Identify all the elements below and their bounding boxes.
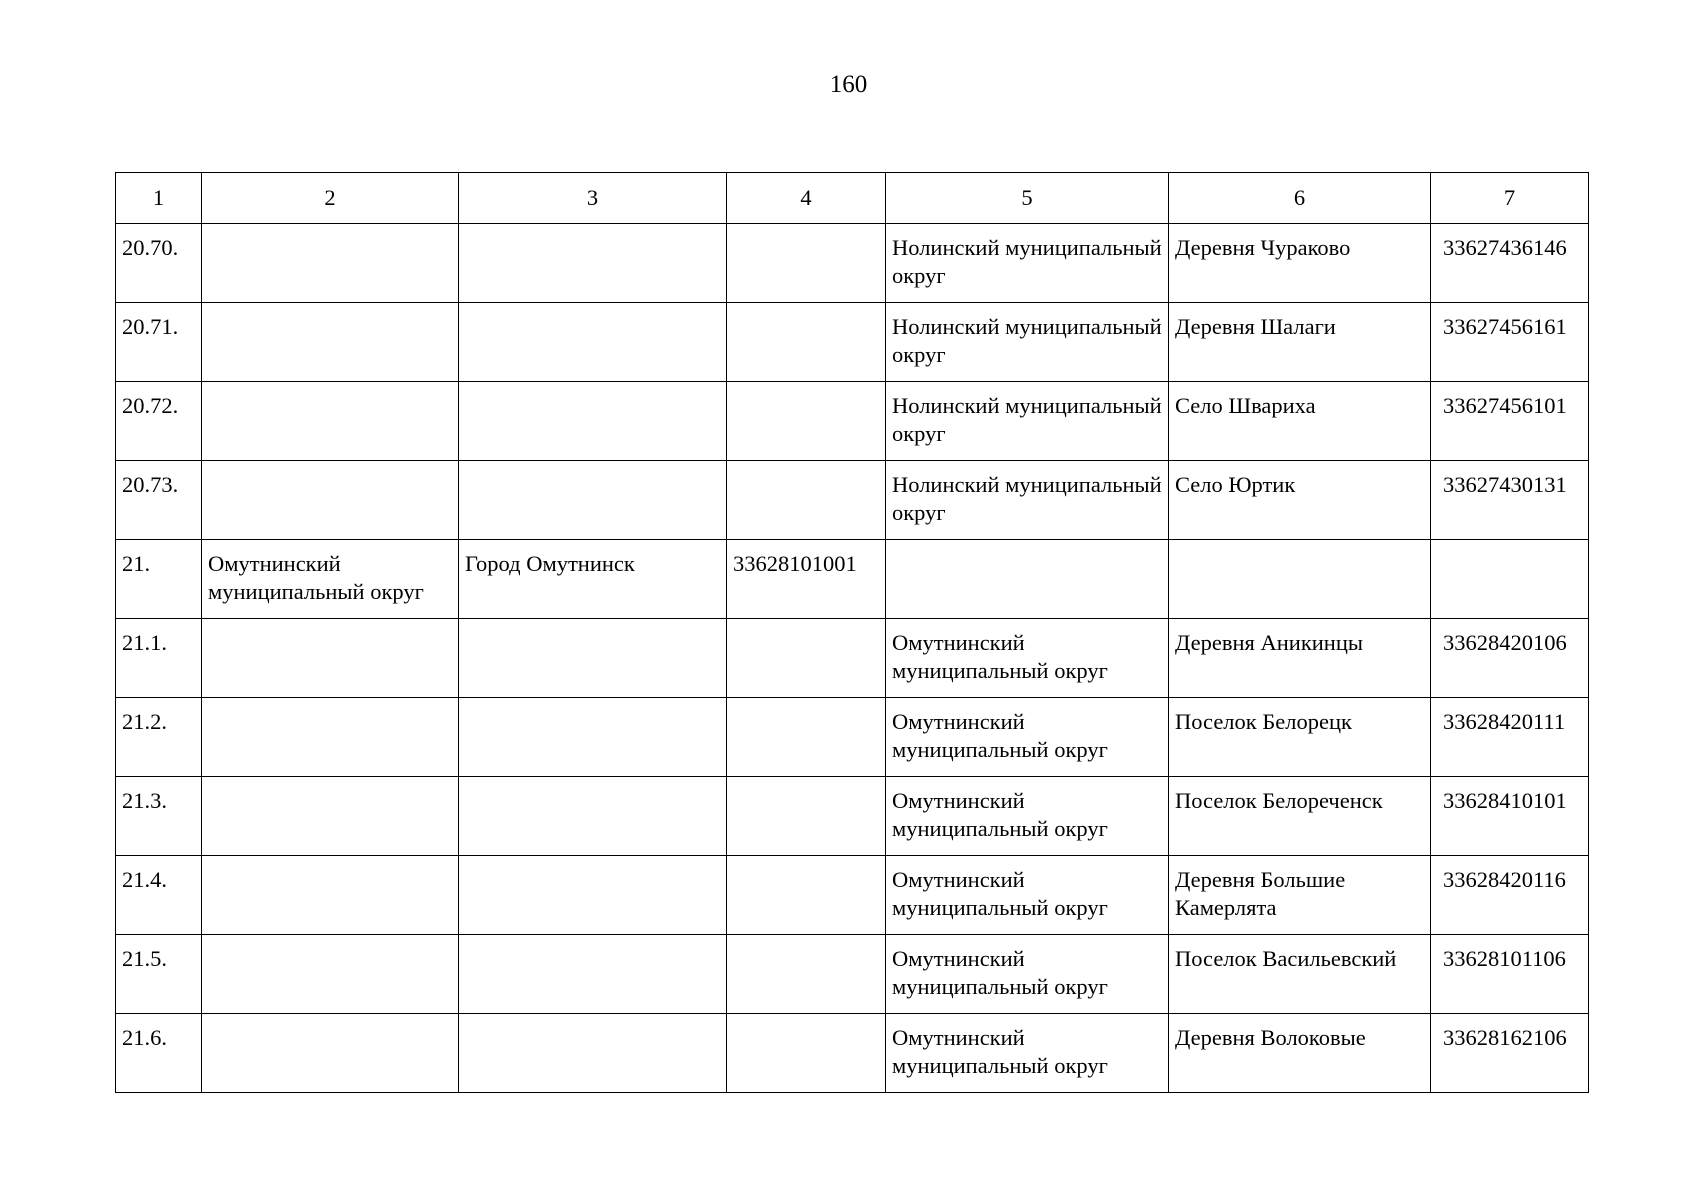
column-header-3: 3 [459, 173, 727, 224]
municipal-district-cell: Омутнинский муниципальный округ [202, 540, 459, 619]
municipal-district-cell [202, 1014, 459, 1093]
oktmo-code-cell [727, 698, 886, 777]
settlement-name-cell: Поселок Васильевский [1169, 935, 1431, 1014]
settlement-name-cell [459, 303, 727, 382]
municipal-district-cell: Нолинский муниципальный округ [886, 382, 1169, 461]
row-number-cell: 21. [116, 540, 202, 619]
row-number-cell: 20.70. [116, 224, 202, 303]
municipal-district-cell: Нолинский муниципальный округ [886, 461, 1169, 540]
oktmo-code-cell [727, 461, 886, 540]
settlement-name-cell: Деревня Аникинцы [1169, 619, 1431, 698]
municipal-district-cell [202, 856, 459, 935]
oktmo-code-cell [727, 935, 886, 1014]
oktmo-code-cell [727, 856, 886, 935]
table-row [116, 303, 1589, 382]
municipal-district-cell: Омутнинский муниципальный округ [886, 935, 1169, 1014]
row-number-cell: 21.6. [116, 1014, 202, 1093]
oktmo-code-cell [727, 777, 886, 856]
column-header-6: 6 [1169, 173, 1431, 224]
municipal-district-cell: Нолинский муниципальный округ [886, 303, 1169, 382]
settlement-name-cell [459, 224, 727, 303]
oktmo-code-cell [727, 1014, 886, 1093]
oktmo-code-cell: 33627436146 [1431, 224, 1589, 303]
table-row [116, 461, 1589, 540]
row-number-cell: 20.72. [116, 382, 202, 461]
municipal-district-cell [202, 303, 459, 382]
municipal-district-cell: Омутнинский муниципальный округ [886, 856, 1169, 935]
column-header-1: 1 [116, 173, 202, 224]
row-number-cell: 21.3. [116, 777, 202, 856]
settlement-name-cell [459, 382, 727, 461]
table-header-row [116, 173, 1589, 224]
table-row [116, 856, 1589, 935]
table-row [116, 1014, 1589, 1093]
municipal-district-cell [202, 935, 459, 1014]
oktmo-code-cell [727, 619, 886, 698]
municipal-district-cell [202, 619, 459, 698]
table-row [116, 698, 1589, 777]
settlement-name-cell [459, 856, 727, 935]
table-row [116, 619, 1589, 698]
municipal-district-cell: Омутнинский муниципальный округ [886, 777, 1169, 856]
oktmo-code-cell: 33627456161 [1431, 303, 1589, 382]
page-number: 160 [829, 71, 868, 98]
settlement-name-cell [459, 935, 727, 1014]
row-number-cell: 20.73. [116, 461, 202, 540]
oktmo-code-cell: 33628420111 [1431, 698, 1589, 777]
settlement-name-cell: Город Омутнинск [459, 540, 727, 619]
table-body [116, 224, 1589, 1093]
settlement-name-cell [459, 461, 727, 540]
settlement-name-cell: Деревня Волоковые [1169, 1014, 1431, 1093]
municipal-district-cell: Нолинский муниципальный округ [886, 224, 1169, 303]
settlement-name-cell [1169, 540, 1431, 619]
municipal-district-cell: Омутнинский муниципальный округ [886, 698, 1169, 777]
table-row [116, 224, 1589, 303]
table-row [116, 382, 1589, 461]
municipal-district-cell [886, 540, 1169, 619]
municipal-district-cell [202, 224, 459, 303]
row-number-cell: 21.1. [116, 619, 202, 698]
municipal-district-cell [202, 382, 459, 461]
settlement-name-cell: Поселок Белорецк [1169, 698, 1431, 777]
column-header-5: 5 [886, 173, 1169, 224]
municipal-district-cell [202, 461, 459, 540]
settlement-name-cell: Деревня Чураково [1169, 224, 1431, 303]
municipal-district-cell [202, 698, 459, 777]
settlement-name-cell: Село Швариха [1169, 382, 1431, 461]
settlements-table [115, 172, 1589, 1093]
row-number-cell: 21.2. [116, 698, 202, 777]
oktmo-code-cell [727, 224, 886, 303]
column-header-7: 7 [1431, 173, 1589, 224]
oktmo-code-cell: 33628420116 [1431, 856, 1589, 935]
oktmo-code-cell: 33627430131 [1431, 461, 1589, 540]
settlement-name-cell: Село Юртик [1169, 461, 1431, 540]
settlement-name-cell: Деревня Шалаги [1169, 303, 1431, 382]
table-row [116, 540, 1589, 619]
row-number-cell: 21.4. [116, 856, 202, 935]
municipal-district-cell: Омутнинский муниципальный округ [886, 619, 1169, 698]
settlement-name-cell [459, 777, 727, 856]
municipal-district-cell: Омутнинский муниципальный округ [886, 1014, 1169, 1093]
settlement-name-cell [459, 698, 727, 777]
oktmo-code-cell: 33628162106 [1431, 1014, 1589, 1093]
settlement-name-cell: Поселок Белореченск [1169, 777, 1431, 856]
row-number-cell: 21.5. [116, 935, 202, 1014]
oktmo-code-cell [727, 382, 886, 461]
column-header-2: 2 [202, 173, 459, 224]
table-row [116, 935, 1589, 1014]
settlement-name-cell: Деревня Большие Камерлята [1169, 856, 1431, 935]
oktmo-code-cell: 33628410101 [1431, 777, 1589, 856]
oktmo-code-cell: 33628101106 [1431, 935, 1589, 1014]
oktmo-code-cell [1431, 540, 1589, 619]
oktmo-code-cell: 33628101001 [727, 540, 886, 619]
settlement-name-cell [459, 619, 727, 698]
oktmo-code-cell [727, 303, 886, 382]
row-number-cell: 20.71. [116, 303, 202, 382]
oktmo-code-cell: 33627456101 [1431, 382, 1589, 461]
municipal-district-cell [202, 777, 459, 856]
column-header-4: 4 [727, 173, 886, 224]
settlement-name-cell [459, 1014, 727, 1093]
table-row [116, 777, 1589, 856]
oktmo-code-cell: 33628420106 [1431, 619, 1589, 698]
